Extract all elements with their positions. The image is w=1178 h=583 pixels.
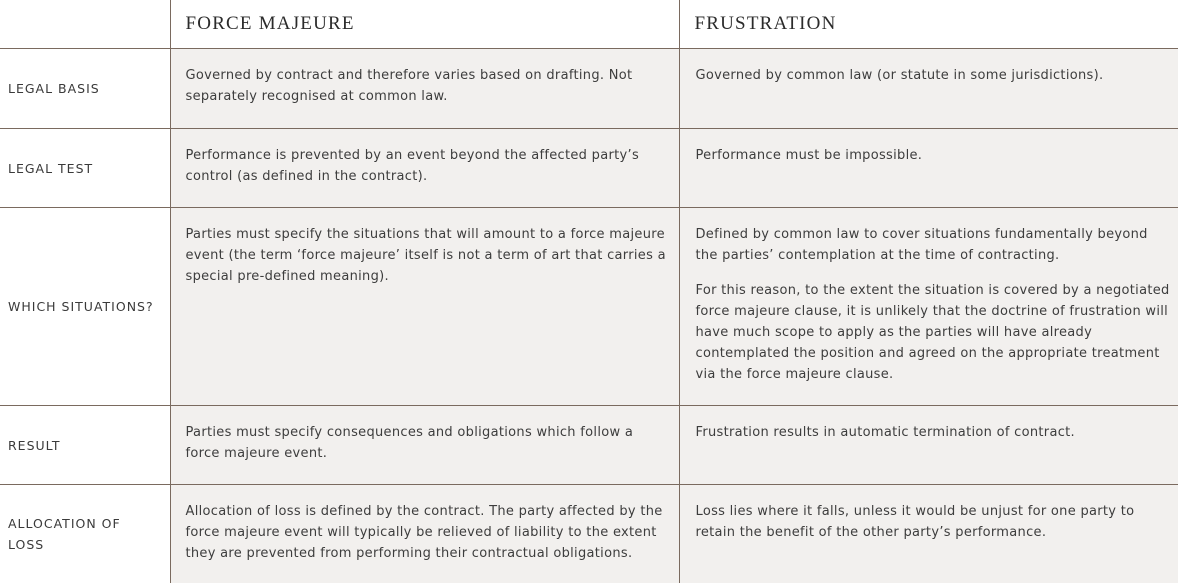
force-majeure-cell [170, 129, 679, 208]
frustration-cell [679, 406, 1178, 485]
force-majeure-cell [170, 208, 679, 406]
frustration-cell [679, 208, 1178, 406]
cell-text: Governed by common law (or statute in some jurisdictions). [695, 68, 1104, 83]
header-blank-cell [0, 0, 170, 49]
row-allocation-of-loss [0, 485, 1178, 583]
frustration-cell [679, 129, 1178, 208]
row-label: LEGAL BASIS [0, 49, 170, 129]
header-row [0, 0, 1178, 49]
column-header-frustration: FRUSTRATION [679, 0, 1178, 49]
row-label: RESULT [0, 406, 170, 485]
cell-text: Governed by contract and therefore varies based on drafting. Not separately recognised at common law. [185, 68, 633, 104]
cell-text: Frustration results in automatic termination of contract. [695, 425, 1075, 440]
row-label: ALLOCATION OF LOSS [0, 485, 170, 583]
row-result [0, 406, 1178, 485]
cell-text: Performance must be impossible. [695, 148, 923, 163]
cell-text: Parties must specify consequences and obligations which follow a force majeure event. [185, 425, 634, 461]
frustration-cell [679, 485, 1178, 583]
cell-text: For this reason, to the extent the situation is covered by a negotiated force majeure clause, it is unlikely that the doctrine of frustration will have much scope to apply as the parties will have already contemplated the position and agreed on the appropriate treatment via the force majeure clause. [695, 283, 1170, 382]
force-majeure-cell [170, 406, 679, 485]
column-header-force-majeure: FORCE MAJEURE [170, 0, 679, 49]
force-majeure-cell [170, 485, 679, 583]
cell-text: Allocation of loss is defined by the contract. The party affected by the force majeure event will typically be relieved of liability to the extent they are prevented from performing their contractual obligations. [185, 504, 663, 561]
row-which-situations [0, 208, 1178, 406]
cell-text: Defined by common law to cover situations fundamentally beyond the parties’ contemplation at the time of contracting. [695, 227, 1148, 263]
row-label: WHICH SITUATIONS? [0, 208, 170, 406]
cell-text: Parties must specify the situations that will amount to a force majeure event (the term ‘force majeure’ itself is not a term of art that carries a special pre-defined meaning). [185, 227, 666, 284]
frustration-cell [679, 49, 1178, 129]
cell-text: Loss lies where it falls, unless it would be unjust for one party to retain the benefit of the other party’s performance. [695, 504, 1135, 540]
cell-text: Performance is prevented by an event beyond the affected party’s control (as defined in the contract). [185, 148, 640, 184]
row-legal-basis [0, 49, 1178, 129]
row-legal-test [0, 129, 1178, 208]
row-label: LEGAL TEST [0, 129, 170, 208]
force-majeure-cell [170, 49, 679, 129]
